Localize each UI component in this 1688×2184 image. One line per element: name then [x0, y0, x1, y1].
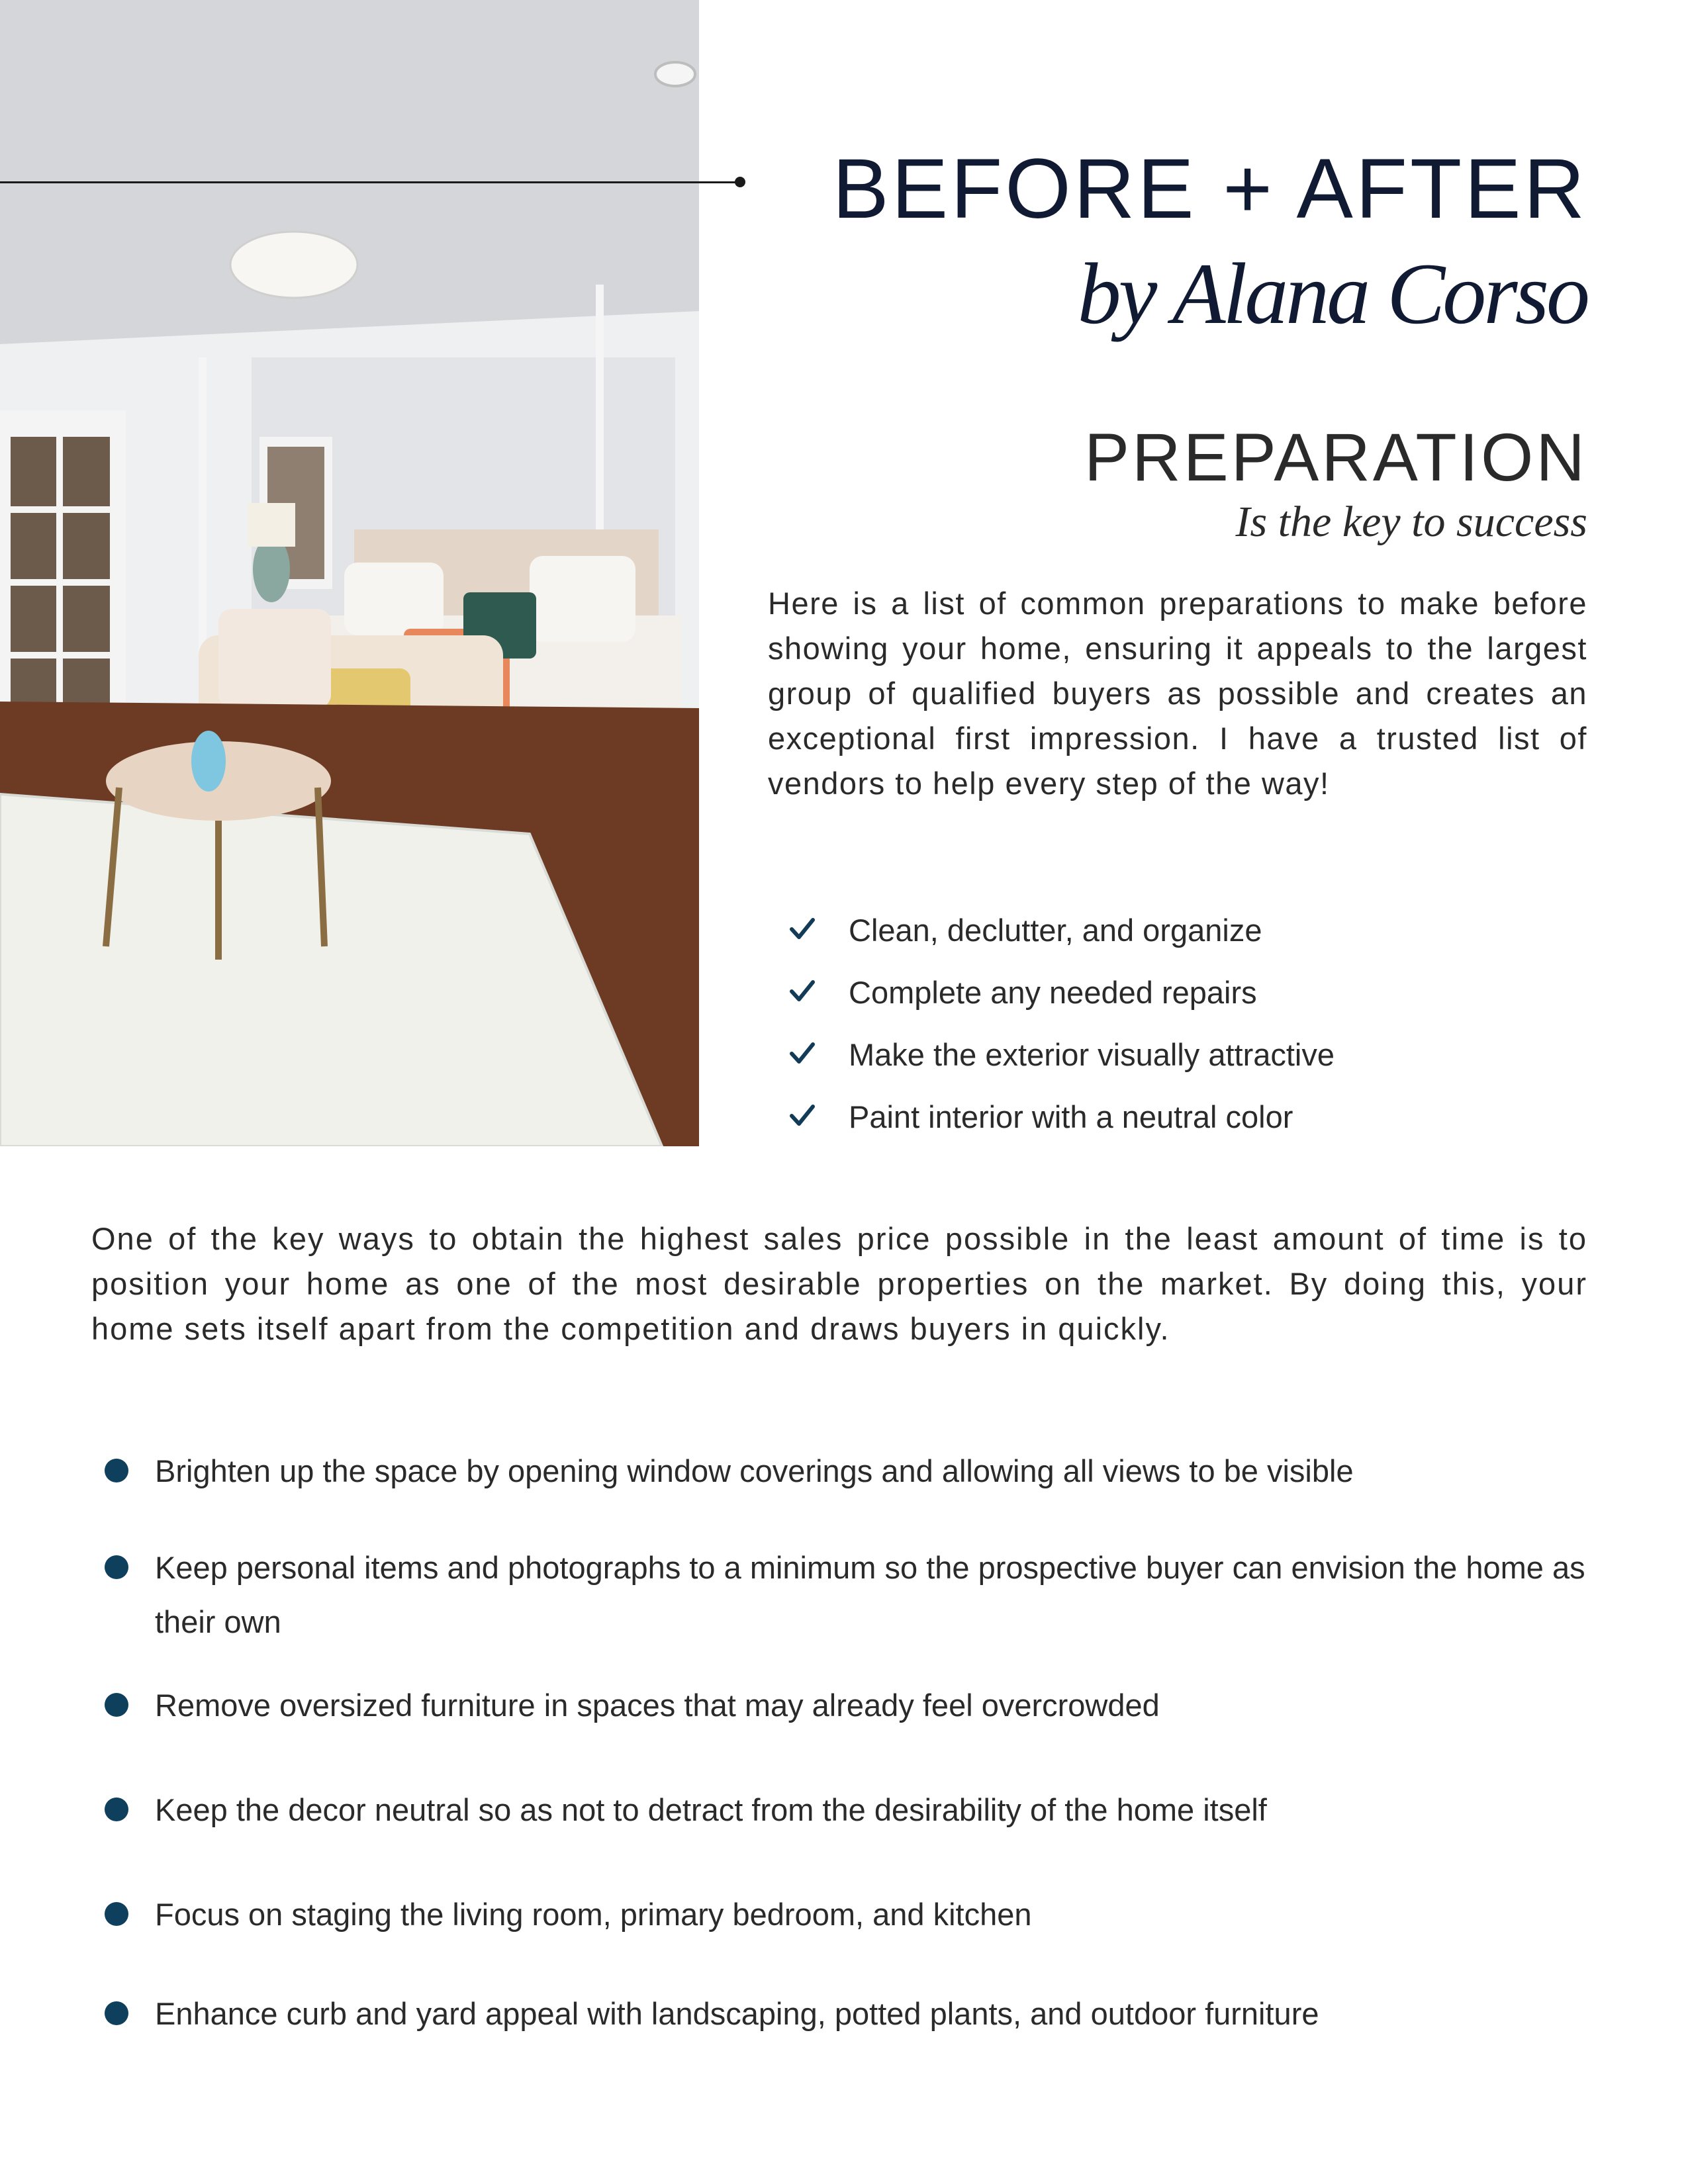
list-item-text: Keep the decor neutral so as not to detract from the desirability of the home itself [155, 1792, 1267, 1827]
list-item-text: Enhance curb and yard appeal with landscaping, potted plants, and outdoor furniture [155, 1996, 1319, 2031]
author-byline: by Alana Corso [1077, 245, 1587, 342]
checklist-item [788, 1032, 1622, 1095]
list-item [101, 1444, 1623, 1498]
list-item [101, 1783, 1623, 1837]
body-paragraph: One of the key ways to obtain the highest sales price possible in the least amount of time is to position your home as one of the most desirable properties on the market. By doing this, your home sets itself apart from the competition and draws buyers in quickly. [91, 1221, 1587, 1346]
section-subtitle: Is the key to success [1235, 498, 1587, 546]
header-rule [0, 181, 739, 183]
list-item [101, 1987, 1623, 2041]
bullet-dot-icon [105, 2001, 128, 2025]
page-title: BEFORE + AFTER [832, 142, 1587, 236]
checklist-item-label: Make the exterior visually attractive [849, 1037, 1335, 1072]
section-title: PREPARATION [1084, 420, 1587, 495]
bullet-dot-icon [105, 1459, 128, 1482]
list-item-text: Remove oversized furniture in spaces that may already feel overcrowded [155, 1688, 1160, 1723]
list-item [101, 1541, 1623, 1649]
bullet-dot-icon [105, 1555, 128, 1579]
checkmark-icon [788, 915, 817, 944]
bullet-dot-icon [105, 1693, 128, 1717]
bullet-dot-icon [105, 1902, 128, 1926]
checkmark-icon [788, 977, 817, 1006]
bullet-dot-icon [105, 1797, 128, 1821]
checklist-item [788, 1095, 1622, 1157]
checkmark-icon [788, 1101, 817, 1130]
checkmark-icon [788, 1039, 817, 1068]
checklist-item-label: Complete any needed repairs [849, 975, 1257, 1010]
list-item [101, 1678, 1623, 1733]
checklist-item [788, 970, 1622, 1032]
checklist-item-label: Paint interior with a neutral color [849, 1099, 1293, 1134]
list-item-text: Keep personal items and photographs to a minimum so the prospective buyer can envision the home as their own [155, 1550, 1585, 1639]
bedroom-photo [0, 0, 699, 1146]
preparation-checklist [788, 908, 1622, 1157]
list-item-text: Focus on staging the living room, primary bedroom, and kitchen [155, 1897, 1032, 1932]
checklist-item [788, 908, 1622, 970]
list-item [101, 1888, 1623, 1942]
header-rule-dot [735, 177, 745, 187]
list-item-text: Brighten up the space by opening window coverings and allowing all views to be visible [155, 1453, 1354, 1488]
intro-paragraph: Here is a list of common preparations to make before showing your home, ensuring it appeals to the largest group of qualified buyers as possible and creates an exceptional first impression. I have a trusted list of vendors to help every step of the way! [768, 586, 1587, 801]
checklist-item-label: Clean, declutter, and organize [849, 913, 1262, 948]
